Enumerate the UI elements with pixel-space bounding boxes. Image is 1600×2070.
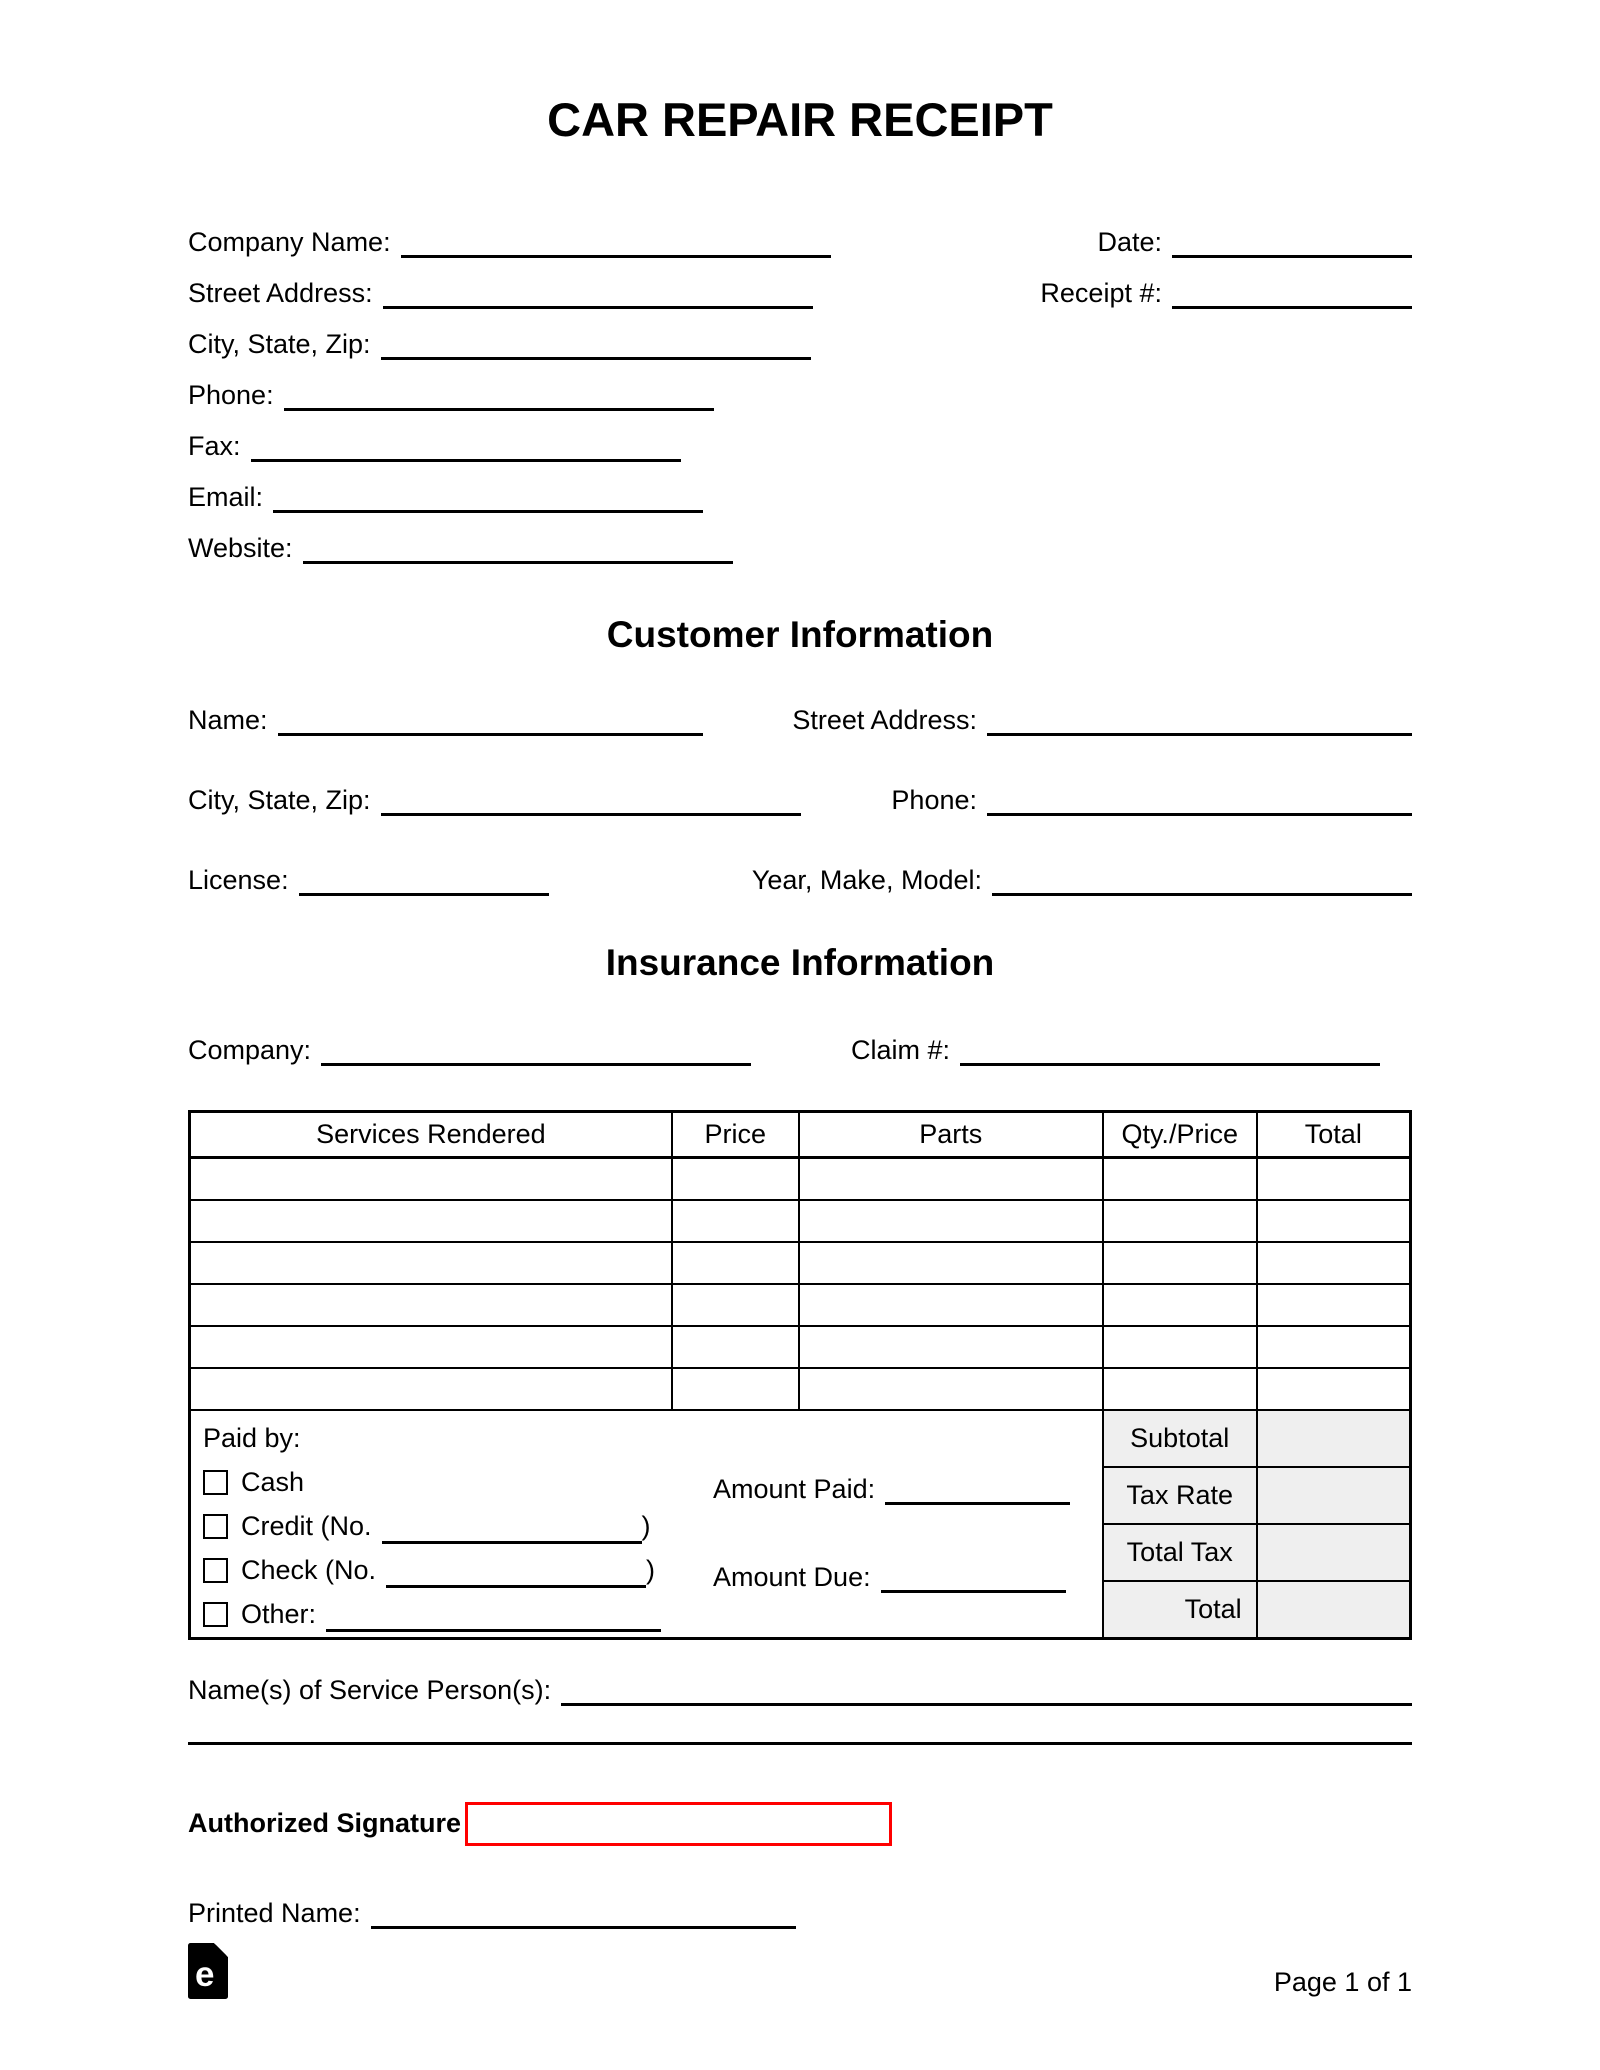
service-entry-cell[interactable] (672, 1158, 799, 1200)
year-make-model-field[interactable] (992, 866, 1412, 896)
service-entry-cell[interactable] (799, 1200, 1103, 1242)
eforms-logo (188, 1943, 228, 1999)
customer-information-heading: Customer Information (606, 614, 994, 655)
company-fields (188, 211, 831, 568)
eforms-logo-letter: e (195, 1954, 215, 1994)
customer-name-label: Name: (188, 705, 268, 735)
service-entry-cell[interactable] (1103, 1200, 1257, 1242)
company-street-address-field[interactable] (383, 279, 813, 309)
amount-paid-field[interactable] (885, 1475, 1070, 1505)
price-header: Price (672, 1112, 799, 1158)
service-entry-cell[interactable] (1103, 1284, 1257, 1326)
service-entry-cell[interactable] (1103, 1242, 1257, 1284)
paid-by-label: Paid by: (203, 1423, 301, 1453)
service-entry-cell[interactable] (799, 1242, 1103, 1284)
amount-paid-label: Amount Paid: (713, 1473, 876, 1504)
service-entry-cell[interactable] (1103, 1368, 1257, 1410)
service-entry-cell[interactable] (672, 1242, 799, 1284)
company-website-label: Website: (188, 533, 293, 563)
company-phone-field[interactable] (284, 381, 714, 411)
check-option-suffix: ) (646, 1555, 656, 1585)
paid-by-cell (190, 1410, 1103, 1639)
date-field[interactable] (1172, 228, 1412, 258)
services-table-body (190, 1158, 1411, 1410)
credit-checkbox[interactable] (203, 1514, 228, 1539)
services-table (188, 1110, 1412, 1640)
customer-street-address-label: Street Address: (792, 705, 977, 735)
company-name-field[interactable] (401, 228, 831, 258)
service-entry-cell[interactable] (190, 1242, 672, 1284)
service-entry-cell[interactable] (799, 1158, 1103, 1200)
customer-phone-label: Phone: (891, 785, 977, 815)
receipt-meta-fields (992, 211, 1412, 568)
total-tax-value-cell[interactable] (1257, 1524, 1411, 1581)
insurance-information-heading: Insurance Information (605, 942, 995, 983)
company-street-address-label: Street Address: (188, 278, 373, 308)
tax-rate-label: Tax Rate (1103, 1467, 1257, 1524)
service-entry-cell[interactable] (1257, 1242, 1411, 1284)
other-option-label: Other: (241, 1599, 317, 1629)
year-make-model-label: Year, Make, Model: (751, 865, 982, 895)
services-rendered-header: Services Rendered (190, 1112, 672, 1158)
service-entry-cell[interactable] (1257, 1326, 1411, 1368)
company-city-state-zip-field[interactable] (381, 330, 811, 360)
service-entry-cell[interactable] (672, 1368, 799, 1410)
company-name-label: Company Name: (188, 227, 391, 257)
claim-number-label: Claim #: (850, 1035, 950, 1065)
service-entry-cell[interactable] (190, 1284, 672, 1326)
service-entry-cell[interactable] (190, 1326, 672, 1368)
services-table-header-row (190, 1112, 1411, 1158)
authorized-signature-field[interactable] (465, 1802, 892, 1846)
service-entry-row (190, 1326, 1411, 1368)
service-entry-row (190, 1242, 1411, 1284)
amount-due-field[interactable] (881, 1563, 1066, 1593)
service-entry-cell[interactable] (1103, 1326, 1257, 1368)
service-entry-row (190, 1158, 1411, 1200)
cash-checkbox[interactable] (203, 1470, 228, 1495)
printed-name-field[interactable] (371, 1899, 796, 1929)
credit-option-suffix: ) (641, 1511, 651, 1541)
total-label: Total (1103, 1581, 1257, 1638)
customer-info-section (188, 692, 1412, 896)
insurance-company-field[interactable] (321, 1036, 751, 1066)
service-entry-cell[interactable] (190, 1368, 672, 1410)
receipt-number-field[interactable] (1172, 279, 1412, 309)
service-entry-cell[interactable] (190, 1200, 672, 1242)
credit-number-field[interactable] (382, 1514, 642, 1544)
service-entry-cell[interactable] (1257, 1284, 1411, 1326)
service-entry-row (190, 1200, 1411, 1242)
service-persons-field[interactable] (561, 1676, 1412, 1706)
total-value-cell[interactable] (1257, 1581, 1411, 1638)
total-tax-label: Total Tax (1103, 1524, 1257, 1581)
insurance-company-label: Company: (188, 1035, 312, 1065)
check-option-label: Check (No. (241, 1555, 377, 1585)
subtotal-label: Subtotal (1103, 1410, 1257, 1467)
service-entry-cell[interactable] (799, 1326, 1103, 1368)
other-field[interactable] (326, 1602, 661, 1632)
service-entry-cell[interactable] (1257, 1368, 1411, 1410)
tax-rate-value-cell[interactable] (1257, 1467, 1411, 1524)
license-field[interactable] (299, 866, 549, 896)
page-indicator: Page 1 of 1 (1273, 1966, 1412, 1997)
service-entry-cell[interactable] (672, 1284, 799, 1326)
service-entry-cell[interactable] (672, 1200, 799, 1242)
service-persons-label: Name(s) of Service Person(s): (188, 1674, 552, 1705)
service-entry-cell[interactable] (1257, 1200, 1411, 1242)
service-entry-cell[interactable] (799, 1284, 1103, 1326)
company-website-field[interactable] (303, 534, 733, 564)
service-entry-cell[interactable] (672, 1326, 799, 1368)
printed-name-label: Printed Name: (188, 1897, 361, 1928)
license-label: License: (188, 865, 289, 895)
page-title: CAR REPAIR RECEIPT (547, 93, 1053, 146)
qty-price-header: Qty./Price (1103, 1112, 1257, 1158)
customer-city-state-zip-label: City, State, Zip: (188, 785, 371, 815)
amount-due-label: Amount Due: (713, 1561, 871, 1592)
service-entry-row (190, 1284, 1411, 1326)
credit-option-label: Credit (No. (241, 1511, 372, 1541)
service-entry-cell[interactable] (799, 1368, 1103, 1410)
company-fax-label: Fax: (188, 431, 241, 461)
receipt-number-label: Receipt #: (1040, 278, 1162, 308)
check-number-field[interactable] (386, 1558, 646, 1588)
service-entry-cell[interactable] (190, 1158, 672, 1200)
customer-phone-field[interactable] (987, 786, 1412, 816)
company-info-section (188, 211, 1412, 568)
authorized-signature-label: Authorized Signature (188, 1808, 462, 1838)
total-header: Total (1257, 1112, 1411, 1158)
date-label: Date: (1097, 227, 1162, 257)
customer-street-address-field[interactable] (987, 706, 1412, 736)
subtotal-value-cell[interactable] (1257, 1410, 1411, 1467)
company-email-field[interactable] (273, 483, 703, 513)
customer-name-field[interactable] (278, 706, 703, 736)
parts-header: Parts (799, 1112, 1103, 1158)
customer-city-state-zip-field[interactable] (381, 786, 801, 816)
claim-number-field[interactable] (960, 1036, 1380, 1066)
service-persons-field-line2[interactable] (188, 1742, 1412, 1745)
company-city-state-zip-label: City, State, Zip: (188, 329, 371, 359)
company-fax-field[interactable] (251, 432, 681, 462)
check-checkbox[interactable] (203, 1558, 228, 1583)
insurance-info-section (188, 1020, 1412, 1066)
cash-option-label: Cash (241, 1467, 305, 1497)
company-email-label: Email: (188, 482, 264, 512)
company-phone-label: Phone: (188, 380, 274, 410)
service-entry-cell[interactable] (1103, 1158, 1257, 1200)
service-entry-cell[interactable] (1257, 1158, 1411, 1200)
service-entry-row (190, 1368, 1411, 1410)
other-checkbox[interactable] (203, 1602, 228, 1627)
